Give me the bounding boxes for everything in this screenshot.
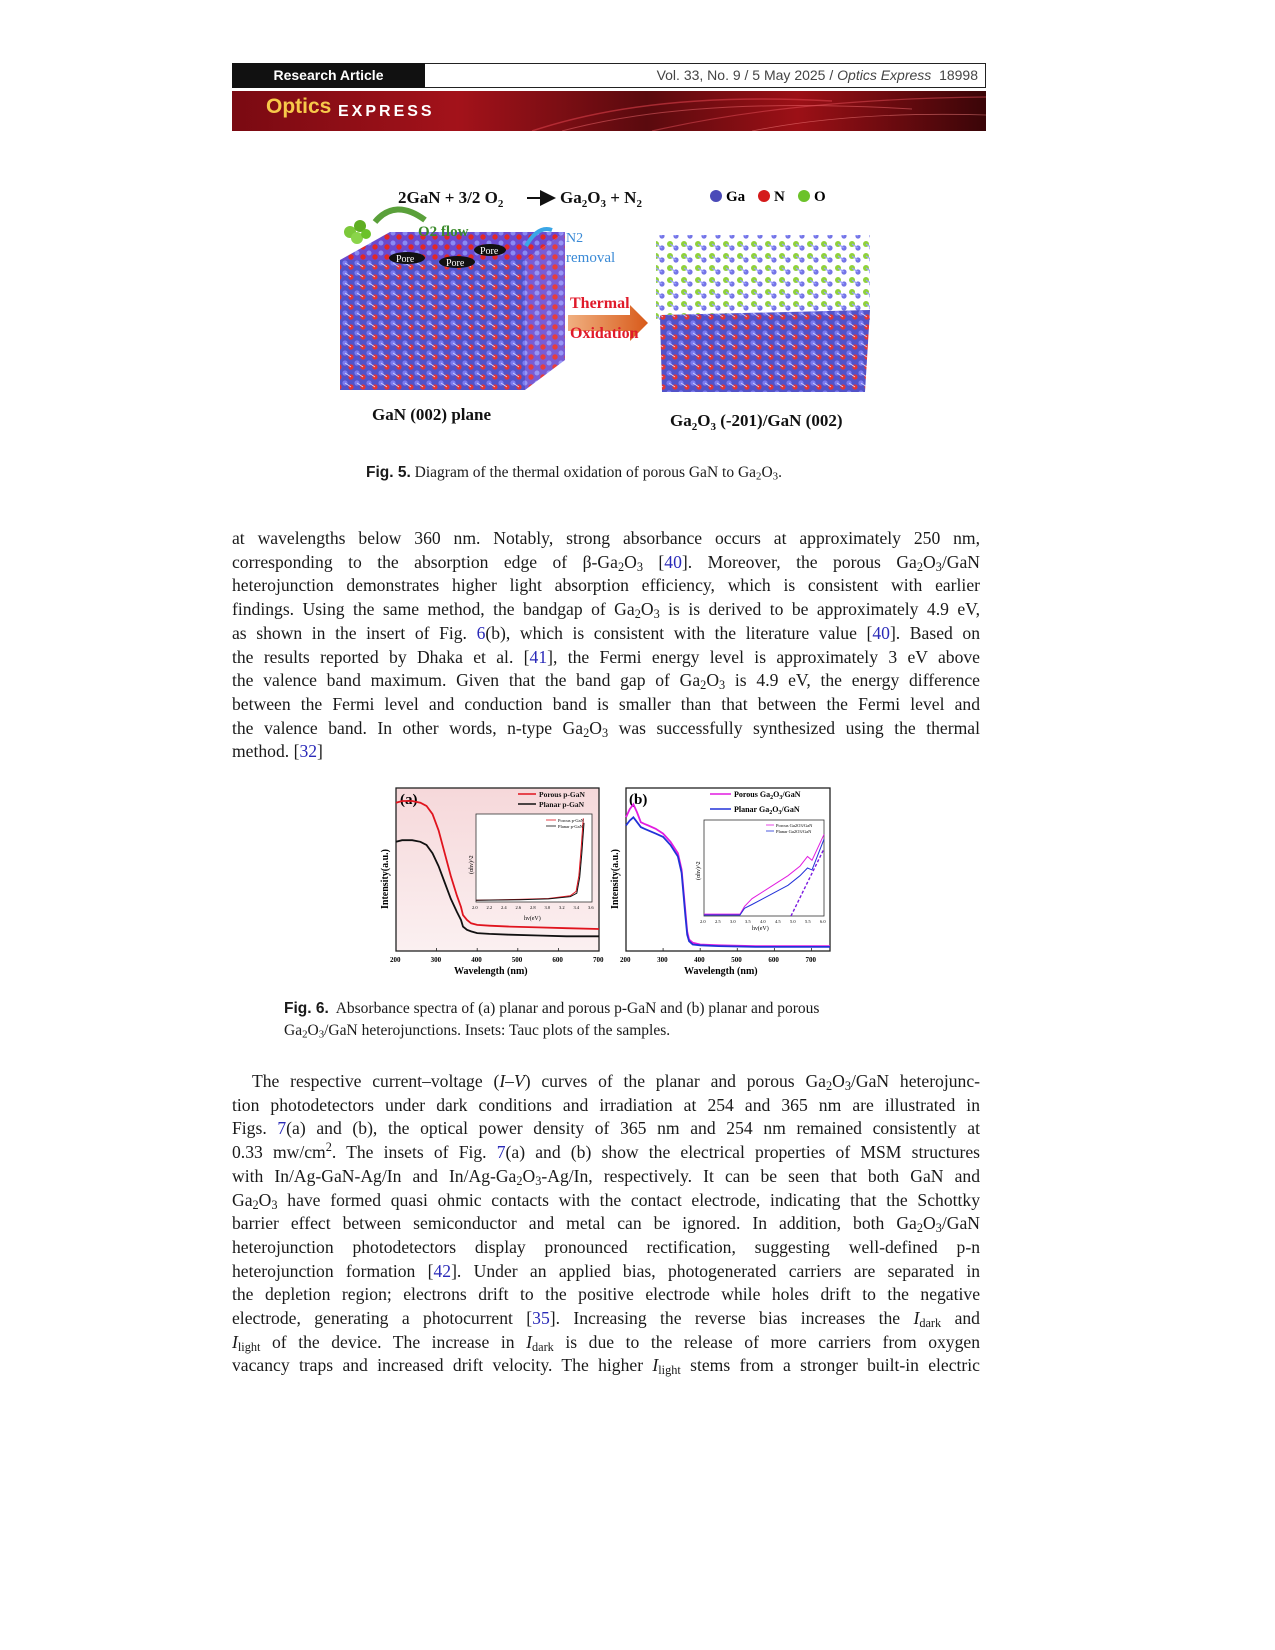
ga-atom-icon [710, 190, 722, 202]
panel-a-xlabel: Wavelength (nm) [454, 966, 528, 977]
panel-b-tick-label: 200 [620, 956, 631, 964]
panel-a-inset-tick-label: 2.4 [501, 905, 507, 910]
panel-b-inset-tick-label: 2.0 [700, 919, 706, 924]
panel-a-inset-tick-label: 3.0 [544, 905, 551, 910]
right-structure-label: $Ga_2O_3$ (-201)/GaN (002) [670, 411, 843, 433]
ref-40-link[interactable]: 40 [664, 551, 682, 572]
panel-a-tick-label: 700 [593, 956, 604, 964]
p2-line: heterojunction formation [42]. Under an applied bias, photogenerated carriers are separated in [232, 1260, 980, 1281]
p2-line: $Ga_2O_3$ have formed quasi ohmic contacts with the contact electrode, indicating that the Schottky [232, 1189, 980, 1212]
p1-line: the valence band. In other words, n-type $Ga_2O_3$ was successfully synthesized using the thermal [232, 717, 980, 740]
ref-41-link[interactable]: 41 [529, 646, 548, 667]
panel-a-tick-label: 600 [552, 956, 563, 964]
o2-flow-arrow [375, 209, 425, 222]
panel-b-tick-label: 300 [657, 956, 668, 964]
p2-line: the depletion region; electrons drift to the positive electrode while holes drift to the negative [232, 1284, 980, 1305]
fig5-caption-text: Diagram of the thermal oxidation of porous GaN to $Ga_2O_3$. [414, 464, 782, 483]
legend-ga: Ga [726, 189, 746, 205]
panel-a-inset-tick-label: 2.8 [530, 905, 536, 910]
p2-line: 0.33 $mw/cm^2$. The insets of Fig. 7(a) and (b) show the electrical properties of MSM structures [232, 1140, 980, 1163]
banner-title: Optics [266, 95, 332, 118]
pore-label-2: Pore [446, 258, 465, 269]
panel-a-inset-tick-label: 2.0 [472, 905, 478, 910]
article-type-label: Research Article [232, 63, 425, 88]
fig6-caption-line1: Fig. 6. Absorbance spectra of (a) planar and porous p-GaN and (b) planar and porous [284, 1000, 820, 1017]
p1-line: the results reported by Dhaka et al. [41], the Fermi energy level is approximately 3 eV above [232, 646, 980, 667]
o2-molecules-icon [344, 220, 371, 244]
thermal-label: Thermal [570, 295, 630, 312]
inset-a-legend-porous: Porous p-GaN [558, 818, 584, 823]
panel-a-inset-ticks [472, 905, 594, 910]
p2-line: heterojunction photodetectors display pronounced rectification, suggesting well-defined p-n [232, 1236, 980, 1257]
p1-line: findings. Using the same method, the bandgap of $Ga_2O_3$ is is derived to be approximately 4.9 eV, [232, 599, 980, 622]
p2-line: tion photodetectors under dark conditions and irradiation at 254 and 365 nm are illustrated in [232, 1094, 980, 1115]
panel-b-inset-tick-label: 4.5 [775, 919, 781, 924]
panel-b-inset-tick-label: 3.0 [730, 919, 736, 924]
ref-35-link[interactable]: 35 [532, 1308, 550, 1329]
panel-b-inset-xlabel: hν(eV) [752, 926, 769, 932]
gan-block-front [340, 260, 525, 390]
panel-b-inset-ylabel: (αhν)^2 [696, 861, 702, 880]
p2-line: electrode, generating a photocurrent [35]. Increasing the reverse bias increases the $I_{dark}$ and [232, 1308, 980, 1331]
panel-a-inset-tick-label: 3.2 [559, 905, 565, 910]
p2-line: The respective current–voltage (I–V) curves of the planar and porous $Ga_2O_3$/GaN heterojunc- [252, 1071, 981, 1094]
panel-b-inset-tick-label: 4.0 [760, 919, 766, 924]
pore-label-3: Pore [480, 246, 499, 257]
n2-removal-label: removal [566, 250, 616, 266]
figure-5-caption [366, 462, 782, 484]
fig6-caption-line2: $Ga_2O_3$/GaN heterojunctions. Insets: Tauc plots of the samples. [284, 1022, 671, 1041]
panel-b-inset-tick-label: 5.0 [790, 919, 796, 924]
p2-line: barrier effect between semiconductor and metal can be ignored. In addition, both $Ga_2O_3$/GaN [232, 1213, 980, 1236]
panel-b-tick-label: 500 [731, 956, 742, 964]
inset-b-legend-planar: Planar Ga2O3/GaN [776, 829, 812, 834]
p1-line: heterojunction demonstrates higher light absorption efficiency, which is consistent with earlier [232, 575, 980, 596]
fig-6-link[interactable]: 6 [476, 622, 486, 643]
panel-a-inset-tick-label: 3.6 [588, 905, 594, 910]
paragraph-2 [232, 1070, 980, 1378]
panel-a-inset-ylabel: (αhν)^2 [469, 855, 475, 874]
banner-subtitle: EXPRESS [338, 103, 435, 120]
panel-b-inset-tick-label: 6.0 [820, 919, 826, 924]
panel-a-label: (a) [400, 792, 418, 808]
p1-line: as shown in the insert of Fig. 6(b), which is consistent with the literature value [40]. Based on [232, 622, 980, 643]
n2-label: N2 [566, 231, 584, 246]
panel-a-inset-tick-label: 2.2 [486, 905, 493, 910]
o-atom-icon [798, 190, 810, 202]
panel-b-xlabel: Wavelength (nm) [684, 966, 758, 977]
ref-42-link[interactable]: 42 [433, 1260, 452, 1281]
p2-line: vacancy traps and increased drift velocity. The higher $I_{light}$ stems from a stronger built-in electric [232, 1355, 980, 1378]
svg-text:Ga2O3 + N2: $Ga_2O_3 + N_2$ [560, 188, 642, 210]
fig5-caption-label: Fig. 5. [366, 464, 411, 481]
ref-32-link[interactable]: 32 [299, 741, 318, 762]
reaction-equation: 2GaN + 3/2 $O_2$ [398, 188, 504, 210]
gan-substrate [660, 310, 870, 392]
figure-6-caption [284, 998, 974, 1042]
panel-b-inset-tick-label: 3.5 [745, 919, 751, 924]
panel-b-inset-tick-label: 2.5 [715, 919, 721, 924]
legend-b-planar: Planar $Ga_2O_3$/GaN [734, 805, 800, 816]
inset-a-legend-planar: Planar p-GaN [558, 824, 583, 829]
legend-a-porous: Porous p-GaN [539, 790, 585, 799]
p1-line: method. [32] [232, 741, 323, 762]
page-number: 18998 [939, 67, 978, 83]
legend-o: O [814, 189, 826, 205]
figure-5-diagram [330, 180, 890, 440]
panel-a-tick-label: 400 [471, 956, 482, 964]
panel-b-inset-ticks [700, 919, 826, 924]
panel-b-label: (b) [629, 792, 648, 808]
inset-b-legend-porous: Porous Ga2O3/GaN [776, 823, 813, 828]
n-atom-icon [758, 190, 770, 202]
o2-flow-label: O2 flow [418, 224, 469, 240]
ga2o3-layer [656, 235, 870, 320]
journal-name: Optics Express [837, 67, 932, 83]
panel-a-inset-tick-label: 2.6 [515, 905, 522, 910]
legend-n: N [774, 189, 785, 205]
p1-line: between the Fermi level and conduction band is smaller than that between the Fermi level and [232, 693, 980, 714]
p1-line: the valence band maximum. Given that the band gap of $Ga_2O_3$ is 4.9 eV, the energy difference [232, 670, 980, 693]
ref-40-link[interactable]: 40 [872, 622, 890, 643]
p2-line: Figs. 7(a) and (b), the optical power density of 365 nm and 254 nm remained consistently at [232, 1118, 980, 1139]
left-structure-label: GaN (002) plane [372, 405, 491, 424]
p2-line: $I_{light}$ of the device. The increase in $I_{dark}$ is due to the release of more carriers from oxygen [232, 1331, 981, 1354]
panel-b-inset-tick-label: 5.5 [805, 919, 811, 924]
panel-a-tick-label: 300 [430, 956, 442, 964]
legend-a-planar: Planar p-GaN [539, 800, 585, 809]
pore-label-1: Pore [396, 254, 415, 265]
panel-b-tick-label: 400 [694, 956, 705, 964]
p1-line: corresponding to the absorption edge of $\beta-Ga_2O_3$ [40]. Moreover, the porous $Ga_2O_3$/GaN [232, 551, 980, 574]
panel-a-inset-xlabel: hν(eV) [524, 916, 541, 922]
panel-a-ylabel: Intensity(a.u.) [380, 848, 391, 909]
fig-7-link[interactable]: 7 [496, 1142, 506, 1163]
p1-line: at wavelengths below 360 nm. Notably, strong absorbance occurs at approximately 250 nm, [232, 528, 980, 548]
figure-6-charts [376, 784, 836, 980]
panel-b-tick-label: 600 [768, 956, 779, 964]
fig-7-link[interactable]: 7 [277, 1118, 287, 1139]
fig6-caption-label: Fig. 6. [284, 1000, 329, 1017]
p2-line: with In/Ag-GaN-Ag/In and $In/Ag-Ga_2O_3-Ag/In$, respectively. It can be seen that both GaN and [232, 1165, 980, 1188]
paragraph-1 [232, 527, 980, 764]
citation-line: Vol. 33, No. 9 / 5 May 2025 / Optics Express 18998 [656, 67, 978, 83]
panel-a-tick-label: 200 [390, 956, 401, 964]
oxidation-label: Oxidation [570, 325, 639, 342]
legend-b-porous: Porous $Ga_2O_3$/GaN [734, 790, 801, 801]
panel-b-inset-frame [704, 820, 824, 916]
panel-a-tick-label: 500 [511, 956, 523, 964]
panel-b-ylabel: Intensity(a.u.) [610, 848, 621, 909]
panel-a-inset-tick-label: 3.4 [573, 905, 580, 910]
panel-b-tick-label: 700 [805, 956, 816, 964]
